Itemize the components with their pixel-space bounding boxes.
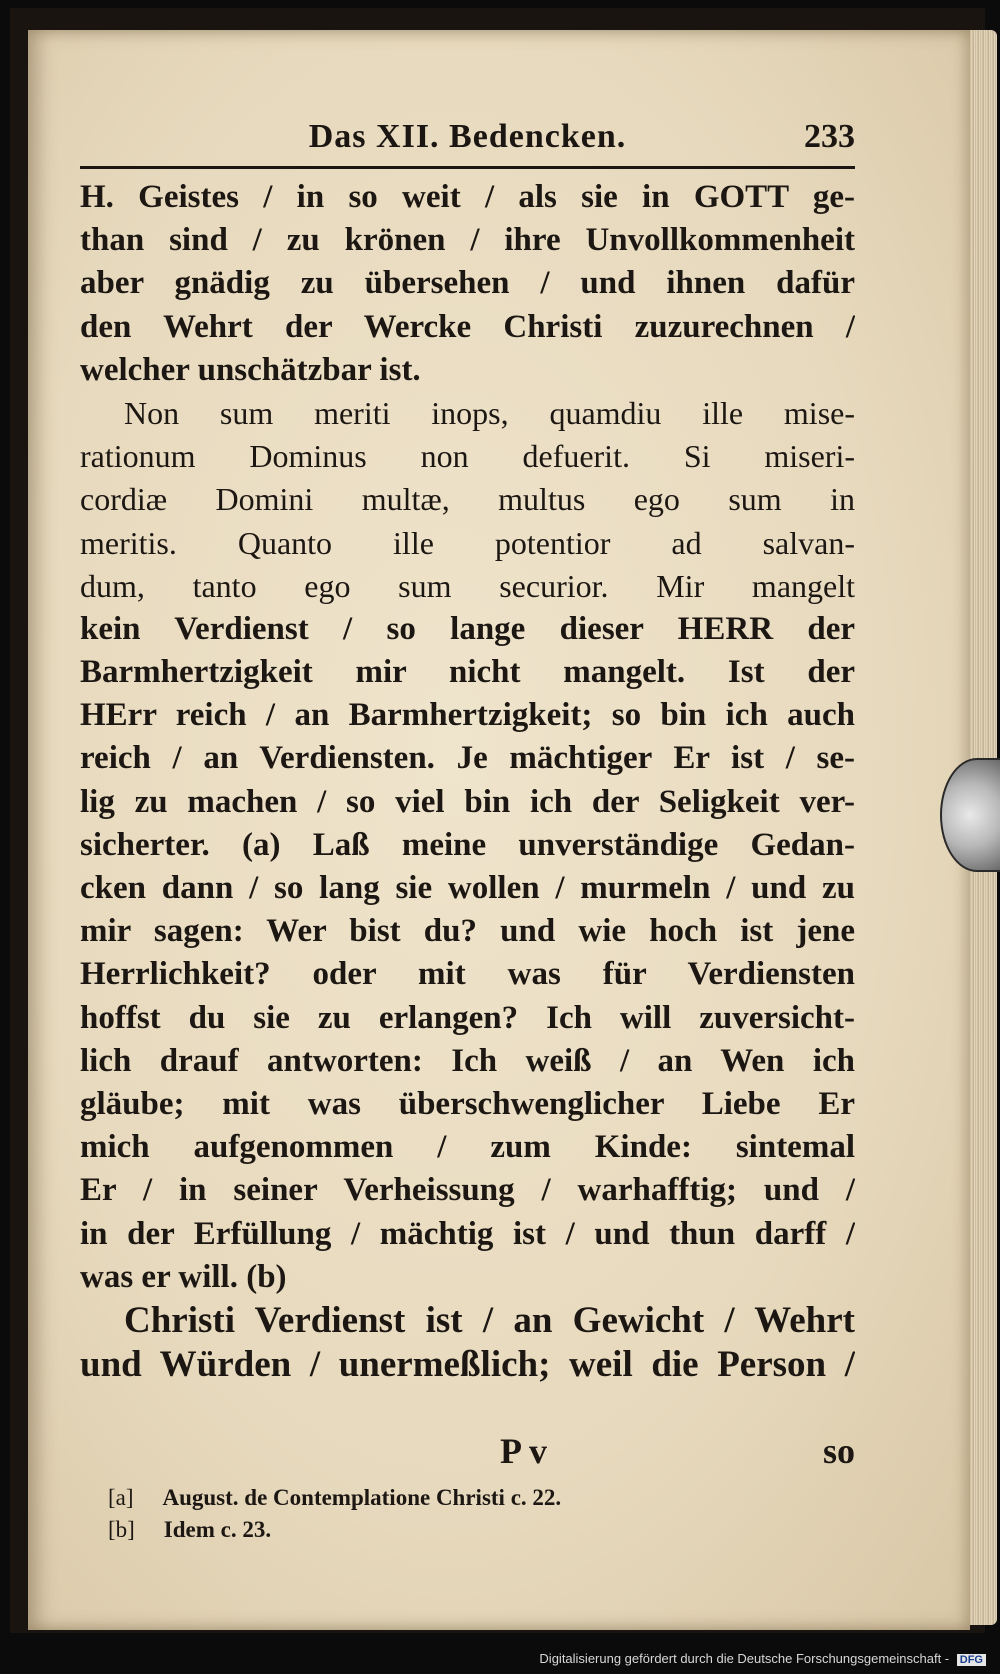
text-line: sicherter. (a) Laß meine unverständige Gedan- bbox=[80, 826, 855, 863]
running-title: Das XII. Bedencken. bbox=[308, 118, 627, 155]
text-line: in der Erfüllung / mächtig ist / und thun darff / bbox=[80, 1215, 855, 1252]
latin-text-line: meritis. Quanto ille potentior ad salvan- bbox=[80, 524, 855, 561]
footnote bbox=[108, 1482, 848, 1514]
text-line: welcher unschätzbar ist. bbox=[80, 351, 421, 388]
footnotes bbox=[108, 1482, 848, 1546]
footnote-mark: [b] bbox=[108, 1517, 135, 1542]
latin-text-line: Non sum meriti inops, quamdiu ille mise- bbox=[124, 394, 855, 431]
footnote-text: Idem c. 23. bbox=[163, 1517, 272, 1542]
dfg-logo: DFG bbox=[957, 1654, 986, 1666]
page-header bbox=[80, 118, 855, 169]
signature-mark: P v bbox=[500, 1431, 548, 1471]
text-line: hoffst du sie zu erlangen? Ich will zuversicht- bbox=[80, 999, 855, 1036]
text-line: mir sagen: Wer bist du? und wie hoch ist jene bbox=[80, 913, 855, 950]
body-text bbox=[80, 176, 855, 1387]
latin-text-line: dum, tanto ego sum securior. Mir mangelt bbox=[80, 567, 855, 604]
latin-text-line: rationum Dominus non defuerit. Si miseri- bbox=[80, 438, 855, 475]
text-line: lich drauf antworten: Ich weiß / an Wen ich bbox=[80, 1042, 855, 1079]
text-line: was er will. (b) bbox=[80, 1258, 287, 1295]
text-line: kein Verdienst / so lange dieser HERR der bbox=[80, 610, 855, 647]
latin-text-line: cordiæ Domini multæ, multus ego sum in bbox=[80, 481, 855, 518]
footnote-mark: [a] bbox=[108, 1485, 134, 1510]
text-line: mich aufgenommen / zum Kinde: sintemal bbox=[80, 1129, 855, 1166]
text-line: gläube; mit was überschwenglicher Liebe Er bbox=[80, 1085, 855, 1122]
text-line: reich / an Verdiensten. Je mächtiger Er ist / se- bbox=[80, 740, 855, 777]
text-line: than sind / zu krönen / ihre Unvollkommenheit bbox=[80, 222, 855, 259]
text-line: und Würden / unermeßlich; weil die Person / bbox=[80, 1343, 855, 1385]
text-line: H. Geistes / in so weit / als sie in GOTT ge- bbox=[80, 179, 855, 215]
text-line: Er / in seiner Verheissung / warhafftig; und / bbox=[80, 1172, 855, 1209]
text-line: Christi Verdienst ist / an Gewicht / Wehrt bbox=[124, 1299, 855, 1341]
text-line: den Wehrt der Wercke Christi zuzurechnen / bbox=[80, 308, 855, 345]
catchword: so bbox=[822, 1431, 855, 1471]
footnote-text: August. de Contemplatione Christi c. 22. bbox=[162, 1485, 562, 1510]
text-line: Barmhertzigkeit mir nicht mangelt. Ist der bbox=[80, 654, 855, 691]
book-page bbox=[28, 30, 970, 1630]
page-number: 233 bbox=[804, 118, 855, 155]
text-line: lig zu machen / so viel bin ich der Seligkeit ver- bbox=[80, 783, 855, 820]
text-line: HErr reich / an Barmhertzigkeit; so bin ich auch bbox=[80, 697, 855, 734]
catch-line bbox=[80, 1430, 855, 1475]
digitization-text: Digitalisierung gefördert durch die Deutsche Forschungsgemeinschaft - bbox=[539, 1651, 950, 1666]
book-scan bbox=[10, 8, 985, 1633]
text-line: Herrlichkeit? oder mit was für Verdiensten bbox=[80, 956, 855, 993]
digitization-notice bbox=[539, 1651, 986, 1666]
text-line: cken dann / so lang sie wollen / murmeln / und zu bbox=[80, 870, 855, 906]
text-line: aber gnädig zu übersehen / und ihnen dafür bbox=[80, 265, 855, 302]
footnote bbox=[108, 1514, 848, 1546]
